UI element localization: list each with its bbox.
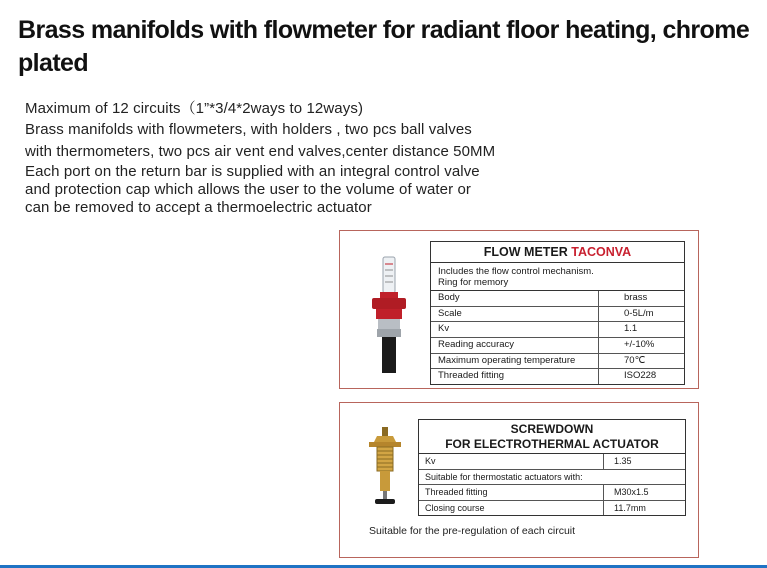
row-value: brass [624,292,648,303]
table-row [431,291,684,307]
row-label: Maximum operating temperature [431,354,599,369]
screwdown-valve-icon [355,427,415,512]
intro-line: Brass manifolds with flowmeters, with holders , two pcs ball valves [25,121,472,138]
row-label: Scale [431,307,599,322]
page-title: Brass manifolds with flowmeter for radiant floor heating, chrome plated [18,16,750,77]
table-row [419,454,685,470]
description-line: Includes the flow control mechanism. [438,266,594,277]
screwdown-note: Suitable for the pre-regulation of each circuit [369,525,576,537]
table-row [431,369,684,384]
table-row [431,322,684,338]
brand-name: TACONVA [571,245,632,259]
table-row [431,338,684,354]
table-row [431,307,684,323]
intro-line: and protection cap which allows the user to the volume of water or [25,181,472,198]
table-row [431,354,684,370]
row-value: ISO228 [624,370,657,382]
flow-meter-icon [364,256,414,374]
description-line: Ring for memory [438,277,509,288]
row-value: 1.35 [614,456,632,466]
screwdown-spec-table [418,419,686,516]
table-row [419,501,685,516]
row-value: 70℃ [624,354,646,366]
intro-line: Each port on the return bar is supplied with an integral control valve [25,163,480,180]
row-label: Suitable for thermostatic actuators with: [425,471,583,482]
row-label: Threaded fitting [419,485,604,500]
row-label: Body [431,291,599,306]
intro-line: with thermometers, two pcs air vent end valves,center distance 50MM [25,143,496,160]
screwdown-table-title [419,420,685,454]
row-label: Kv [419,454,604,469]
row-value: 11.7mm [614,502,646,513]
row-value: 0-5L/m [624,307,654,319]
row-value: +/-10% [624,339,655,351]
title-line: FOR ELECTROTHERMAL ACTUATOR [445,437,659,451]
row-label: Reading accuracy [431,338,599,353]
intro-line: can be removed to accept a thermoelectric actuator [25,199,372,216]
title-line: SCREWDOWN [510,422,594,436]
row-value: M30x1.5 [614,487,649,497]
row-label: Kv [431,322,599,337]
flow-meter-spec-table [430,241,685,385]
table-row [419,485,685,501]
intro-line: Maximum of 12 circuits（1”*3/4*2ways to 12ways) [25,100,364,117]
flow-meter-table-title [431,242,684,263]
flow-meter-description [431,263,684,291]
flow-meter-title-text: FLOW METER [483,245,572,259]
row-label: Closing course [419,501,604,516]
table-row [419,470,685,486]
row-label: Threaded fitting [431,369,599,384]
row-value: 1.1 [624,323,638,335]
